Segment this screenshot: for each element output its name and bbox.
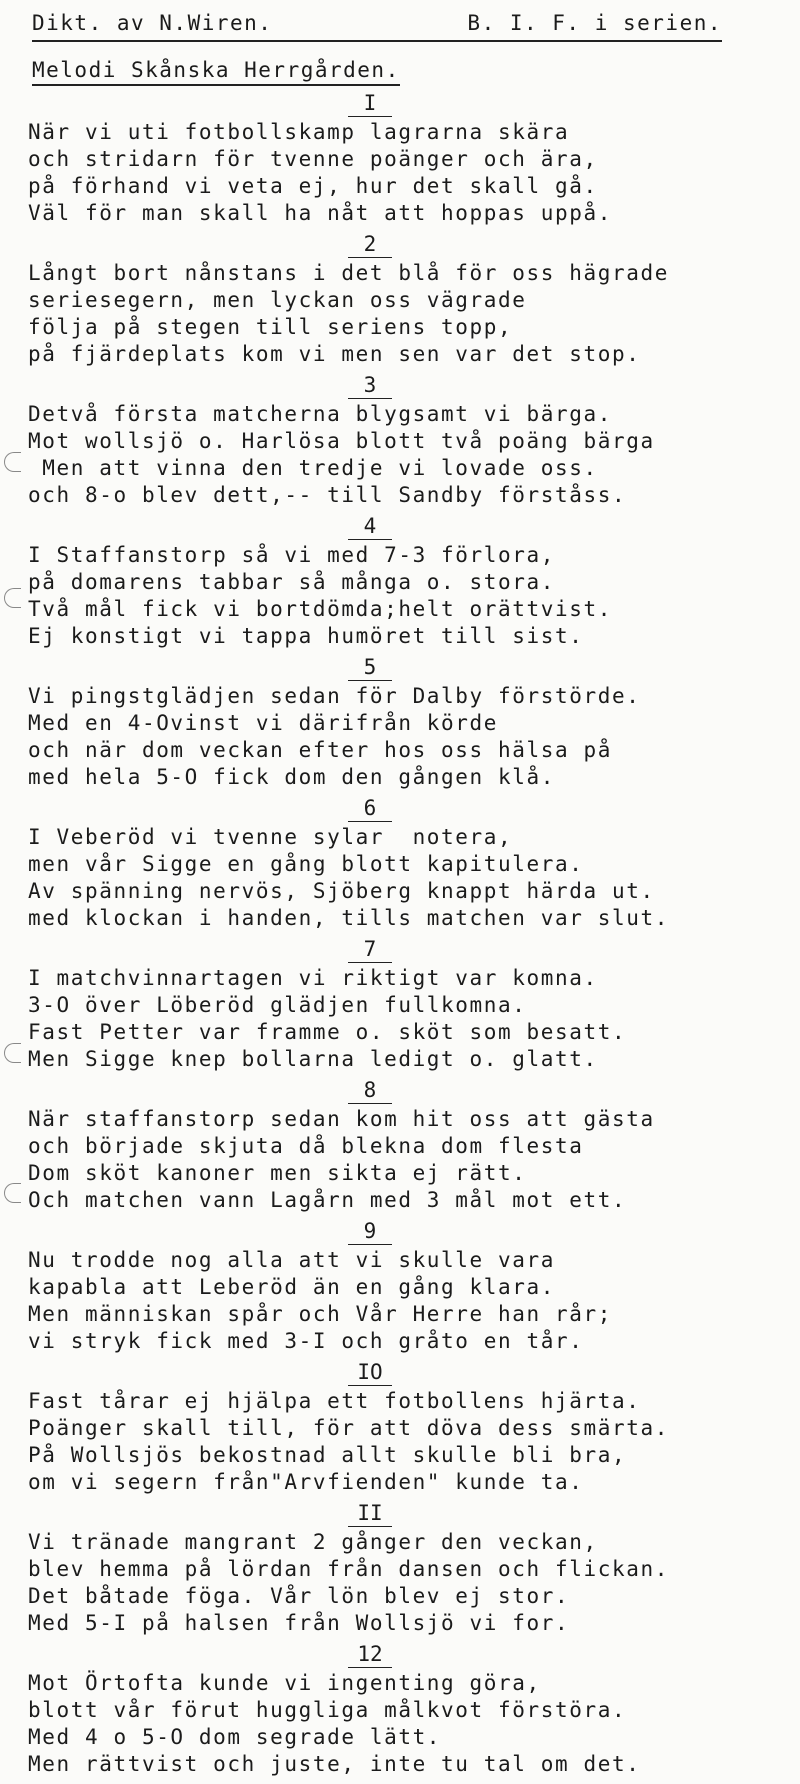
verse-line: på fjärdeplats kom vi men sen var det stop. <box>28 342 641 366</box>
stanza-number: 3 <box>348 374 392 399</box>
verse-line: Fast tårar ej hjälpa ett fotbollens hjärta. <box>28 1389 641 1413</box>
stanza-number: 5 <box>348 656 392 681</box>
stanza-number: 7 <box>348 938 392 963</box>
verse-line: När vi uti fotbollskamp lagrarna skära <box>28 120 570 144</box>
verse-line: Och matchen vann Lagårn med 3 mål mot ett. <box>28 1188 627 1212</box>
stanza-number: IO <box>348 1361 392 1386</box>
hole-punch-mark <box>4 1043 21 1063</box>
verse-line: om vi segern från"Arvfienden" kunde ta. <box>28 1470 584 1494</box>
verse-line: Med 5-I på halsen från Wollsjö vi for. <box>28 1611 570 1635</box>
club-title: B. I. F. i serien. <box>467 11 722 35</box>
verse-line: med hela 5-O fick dom den gången klå. <box>28 765 555 789</box>
stanza <box>28 1502 778 1637</box>
verse-line: på domarens tabbar så många o. stora. <box>28 570 555 594</box>
stanza-number: 6 <box>348 797 392 822</box>
verse-line: När staffanstorp sedan kom hit oss att gästa <box>28 1107 655 1131</box>
verse-line: Två mål fick vi bortdömda;helt orättvist. <box>28 597 612 621</box>
verse-line: Poänger skall till, för att döva dess smärta. <box>28 1416 669 1440</box>
verse-line: Ej konstigt vi tappa humöret till sist. <box>28 624 584 648</box>
verse-line: Väl för man skall ha nåt att hoppas uppå. <box>28 201 612 225</box>
poem-body <box>28 92 778 1784</box>
verse-line: Mot wollsjö o. Harlösa blott två poäng bärga <box>28 429 655 453</box>
stanza <box>28 656 778 791</box>
stanza-number: I <box>348 92 392 117</box>
verse-line: på förhand vi veta ej, hur det skall gå. <box>28 174 598 198</box>
verse-line: vi stryk fick med 3-I och gråto en tår. <box>28 1329 584 1353</box>
verse-line: Vi tränade mangrant 2 gånger den veckan, <box>28 1530 598 1554</box>
verse-line: Nu trodde nog alla att vi skulle vara <box>28 1248 555 1272</box>
stanza <box>28 938 778 1073</box>
verse-line: Detvå första matcherna blygsamt vi bärga. <box>28 402 612 426</box>
hole-punch-mark <box>4 1183 21 1203</box>
hole-punch-mark <box>4 588 21 608</box>
verse-line: och 8-o blev dett,-- till Sandby förståss. <box>28 483 627 507</box>
verse-line: Långt bort nånstans i det blå för oss hägrade <box>28 261 669 285</box>
verse-line: följa på stegen till seriens topp, <box>28 315 513 339</box>
verse-line: och när dom veckan efter hos oss hälsa på <box>28 738 612 762</box>
verse-line: och stridarn för tvenne poänger och ära, <box>28 147 598 171</box>
stanza-number: 2 <box>348 233 392 258</box>
verse-line: och började skjuta då blekna dom flesta <box>28 1134 584 1158</box>
stanza <box>28 797 778 932</box>
verse-line: Men att vinna den tredje vi lovade oss. <box>28 456 598 480</box>
verse-line: Dom sköt kanoner men sikta ej rätt. <box>28 1161 527 1185</box>
verse-line: Det båtade föga. Vår lön blev ej stor. <box>28 1584 570 1608</box>
stanza <box>28 233 778 368</box>
verse-line: Men rättvist och juste, inte tu tal om det. <box>28 1752 641 1776</box>
stanza <box>28 515 778 650</box>
verse-line: På Wollsjös bekostnad allt skulle bli bra, <box>28 1443 627 1467</box>
verse-line: Mot Örtofta kunde vi ingenting göra, <box>28 1671 541 1695</box>
stanza-number: 8 <box>348 1079 392 1104</box>
header <box>32 8 722 86</box>
stanza <box>28 92 778 227</box>
stanza <box>28 1361 778 1496</box>
verse-line: I Veberöd vi tvenne sylar notera, <box>28 825 513 849</box>
stanza <box>28 1220 778 1355</box>
verse-line: seriesegern, men lyckan oss vägrade <box>28 288 527 312</box>
stanza-number: 12 <box>348 1643 392 1668</box>
verse-line: kapabla att Leberöd än en gång klara. <box>28 1275 555 1299</box>
stanza <box>28 1643 778 1778</box>
verse-line: blev hemma på lördan från dansen och flickan. <box>28 1557 669 1581</box>
verse-line: 3-O över Löberöd glädjen fullkomna. <box>28 993 527 1017</box>
verse-line: I Staffanstorp så vi med 7-3 förlora, <box>28 543 555 567</box>
verse-line: med klockan i handen, tills matchen var slut. <box>28 906 669 930</box>
stanza <box>28 374 778 509</box>
hole-punch-mark <box>4 452 21 472</box>
verse-line: Med 4 o 5-O dom segrade lätt. <box>28 1725 442 1749</box>
stanza <box>28 1079 778 1214</box>
header-title-row <box>32 8 722 42</box>
verse-line: Men Sigge knep bollarna ledigt o. glatt. <box>28 1047 598 1071</box>
verse-line: I matchvinnartagen vi riktigt var komna. <box>28 966 598 990</box>
verse-line: Men människan spår och Vår Herre han rår; <box>28 1302 612 1326</box>
author-credit: Dikt. av N.Wiren. <box>32 11 273 35</box>
stanza-number: 4 <box>348 515 392 540</box>
verse-line: men vår Sigge en gång blott kapitulera. <box>28 852 584 876</box>
stanza-number: 9 <box>348 1220 392 1245</box>
melody-line: Melodi Skånska Herrgården. <box>32 56 400 86</box>
verse-line: blott vår förut huggliga målkvot förstöra. <box>28 1698 627 1722</box>
verse-line: Av spänning nervös, Sjöberg knappt härda ut. <box>28 879 655 903</box>
verse-line: Med en 4-Ovinst vi därifrån körde <box>28 711 499 735</box>
stanza-number: II <box>348 1502 392 1527</box>
verse-line: Vi pingstglädjen sedan för Dalby förstörde. <box>28 684 641 708</box>
verse-line: Fast Petter var framme o. sköt som besatt. <box>28 1020 627 1044</box>
